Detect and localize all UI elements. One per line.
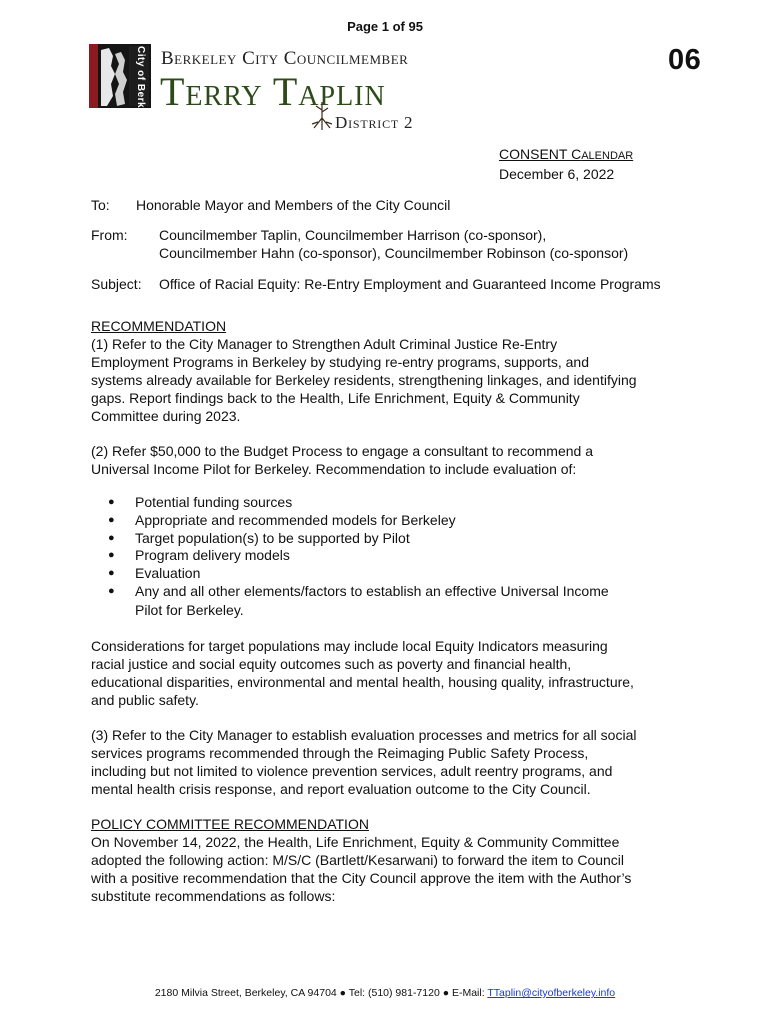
text-line: adopted the following action: M/S/C (Bartlett/Kesarwani) to forward the item to Council <box>91 852 625 868</box>
header-title-line: Berkeley City Councilmember <box>161 48 409 69</box>
list-item: ● Evaluation <box>108 565 609 583</box>
text-line: with a positive recommendation that the City Council approve the item with the Author’s <box>91 870 632 886</box>
text-line: and public safety. <box>91 692 199 708</box>
text-line: Employment Programs in Berkeley by studying re-entry programs, supports, and <box>91 354 589 370</box>
text-line: (1) Refer to the City Manager to Strengthen Adult Criminal Justice Re-Entry <box>91 336 558 352</box>
tree-roots-icon <box>308 102 336 137</box>
consent-calendar-block <box>499 145 633 183</box>
to-label: To: <box>91 197 110 213</box>
policy-paragraph <box>91 833 631 905</box>
list-item: ● Any and all other elements/factors to establish an effective Universal Income <box>108 583 609 601</box>
subject-label: Subject: <box>91 276 142 292</box>
list-item: ● Program delivery models <box>108 547 609 565</box>
councilmember-name: Terry Taplin <box>160 69 386 114</box>
text-line: Considerations for target populations may include local Equity Indicators measuring <box>91 638 608 654</box>
from-line-2: Councilmember Hahn (co-sponsor), Councilmember Robinson (co-sponsor) <box>159 245 629 261</box>
email-link[interactable]: TTaplin@cityofberkeley.info <box>487 987 616 999</box>
consent-calendar-label: CONSENT CALENDAR <box>499 146 634 162</box>
list-item: ● Appropriate and recommended models for Berkeley <box>108 512 609 530</box>
from-line-1: Councilmember Taplin, Councilmember Harrison (co-sponsor), <box>159 227 547 243</box>
text-line: educational disparities, environmental and mental health, housing quality, infrastructure, <box>91 674 634 690</box>
recommendation-para-4 <box>91 726 636 798</box>
text-line: mental health crisis response, and report evaluation outcome to the City Council. <box>91 781 591 797</box>
text-line: (2) Refer $50,000 to the Budget Process to engage a consultant to recommend a <box>91 443 593 459</box>
text-line: substitute recommendations as follows: <box>91 888 336 904</box>
text-line: including but not limited to violence prevention services, adult reentry programs, and <box>91 763 613 779</box>
to-value: Honorable Mayor and Members of the City Council <box>136 197 451 213</box>
subject-value: Office of Racial Equity: Re-Entry Employment and Guaranteed Income Programs <box>159 276 661 292</box>
text-line: services programs recommended through the Reimaging Public Safety Process, <box>91 745 589 761</box>
recommendation-heading: RECOMMENDATION <box>91 318 227 334</box>
logo-text: City of Berkeley <box>135 46 146 130</box>
list-item-continuation: Pilot for Berkeley. <box>135 602 244 618</box>
from-label: From: <box>91 227 128 243</box>
footer <box>0 987 770 999</box>
meeting-date: December 6, 2022 <box>499 166 615 182</box>
text-line: racial justice and social equity outcomes such as poverty and financial health, <box>91 656 572 672</box>
recommendation-para-2 <box>91 442 593 478</box>
recommendation-para-3 <box>91 637 634 709</box>
text-line: Universal Income Pilot for Berkeley. Recommendation to include evaluation of: <box>91 461 577 477</box>
text-line: (3) Refer to the City Manager to establish evaluation processes and metrics for all social <box>91 727 637 743</box>
item-number: 06 <box>668 44 702 76</box>
evaluation-bullet-list <box>108 494 609 601</box>
recommendation-para-1 <box>91 335 637 425</box>
district-label: District 2 <box>335 113 414 132</box>
list-item: ● Target population(s) to be supported by Pilot <box>108 530 609 548</box>
text-line: On November 14, 2022, the Health, Life Enrichment, Equity & Community Committee <box>91 834 620 850</box>
policy-heading: POLICY COMMITTEE RECOMMENDATION <box>91 816 369 832</box>
footer-address: 2180 Milvia Street, Berkeley, CA 94704 ● Tel: (510) 981-7120 ● E-Mail: <box>154 987 488 999</box>
page-number: Page 1 of 95 <box>347 19 423 34</box>
text-line: Committee during 2023. <box>91 408 241 424</box>
text-line: systems already available for Berkeley residents, strengthening linkages, and identifying <box>91 372 637 388</box>
text-line: gaps. Report findings back to the Health, Life Enrichment, Equity & Community <box>91 390 580 406</box>
list-item: ● Potential funding sources <box>108 494 609 512</box>
